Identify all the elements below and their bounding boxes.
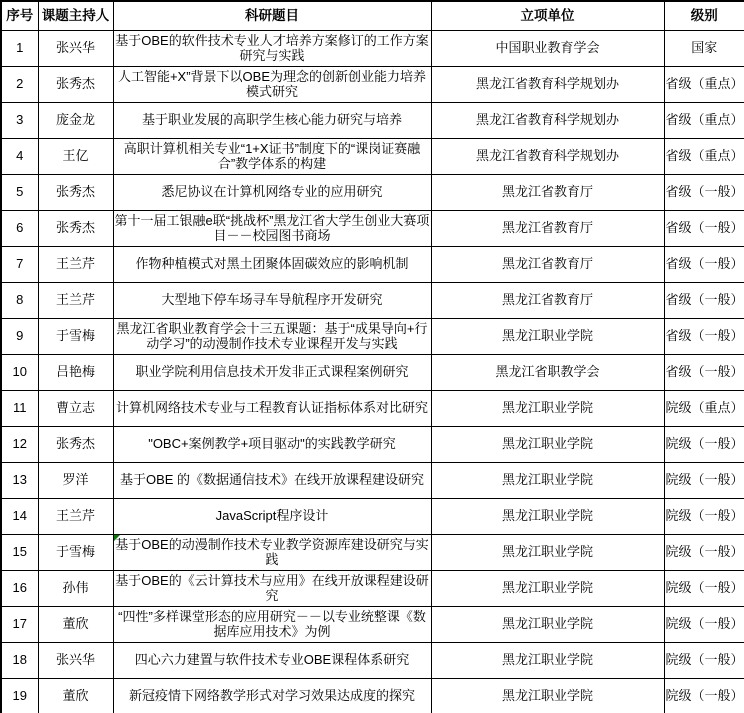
level-cell: 院级（一般） <box>664 462 744 498</box>
topic-cell: 基于OBE的《云计算技术与应用》在线开放课程建设研究 <box>113 570 431 606</box>
leader-cell: 于雪梅 <box>38 534 113 570</box>
row-number-cell: 12 <box>1 426 38 462</box>
table-row <box>1 642 744 678</box>
topic-cell: “四性”多样课堂形态的应用研究－－以专业统整课《数据库应用技术》为例 <box>113 606 431 642</box>
leader-cell: 于雪梅 <box>38 318 113 354</box>
topic-cell: 基于OBE 的《数据通信技术》在线开放课程建设研究 <box>113 462 431 498</box>
unit-cell: 黑龙江省教育厅 <box>431 246 664 282</box>
unit-cell: 黑龙江职业学院 <box>431 318 664 354</box>
level-cell: 院级（一般） <box>664 642 744 678</box>
leader-cell: 孙伟 <box>38 570 113 606</box>
cell-note-marker-icon <box>114 535 120 541</box>
row-number-cell: 15 <box>1 534 38 570</box>
leader-cell: 张兴华 <box>38 642 113 678</box>
unit-cell: 黑龙江省职教学会 <box>431 354 664 390</box>
leader-cell: 董欣 <box>38 606 113 642</box>
row-number-cell: 18 <box>1 642 38 678</box>
level-cell: 院级（一般） <box>664 534 744 570</box>
leader-cell: 张秀杰 <box>38 426 113 462</box>
col-header-topic: 科研题目 <box>113 1 431 30</box>
unit-cell: 黑龙江职业学院 <box>431 426 664 462</box>
level-cell: 省级（重点） <box>664 138 744 174</box>
topic-cell: 基于职业发展的高职学生核心能力研究与培养 <box>113 102 431 138</box>
leader-cell: 王亿 <box>38 138 113 174</box>
table-row <box>1 102 744 138</box>
row-number-cell: 14 <box>1 498 38 534</box>
col-header-leader: 课题主持人 <box>38 1 113 30</box>
topic-cell: JavaScript程序设计 <box>113 498 431 534</box>
row-number-cell: 13 <box>1 462 38 498</box>
table-row <box>1 66 744 102</box>
table-row <box>1 570 744 606</box>
table-row <box>1 174 744 210</box>
leader-cell: 张秀杰 <box>38 174 113 210</box>
row-number-cell: 1 <box>1 30 38 66</box>
topic-cell: 大型地下停车场寻车导航程序开发研究 <box>113 282 431 318</box>
unit-cell: 黑龙江省教育科学规划办 <box>431 102 664 138</box>
leader-cell: 罗洋 <box>38 462 113 498</box>
level-cell: 院级（一般） <box>664 426 744 462</box>
topic-cell: 作物种植模式对黑土团聚体固碳效应的影响机制 <box>113 246 431 282</box>
table-body <box>1 30 744 713</box>
table-row <box>1 426 744 462</box>
table-row <box>1 282 744 318</box>
unit-cell: 黑龙江职业学院 <box>431 462 664 498</box>
unit-cell: 黑龙江职业学院 <box>431 498 664 534</box>
level-cell: 院级（一般） <box>664 498 744 534</box>
table-row <box>1 210 744 246</box>
topic-cell: 职业学院利用信息技术开发非正式课程案例研究 <box>113 354 431 390</box>
unit-cell: 黑龙江省教育厅 <box>431 174 664 210</box>
leader-cell: 王兰芹 <box>38 246 113 282</box>
level-cell: 国家 <box>664 30 744 66</box>
unit-cell: 黑龙江省教育科学规划办 <box>431 138 664 174</box>
level-cell: 省级（一般） <box>664 174 744 210</box>
level-cell: 院级（一般） <box>664 570 744 606</box>
row-number-cell: 19 <box>1 678 38 713</box>
topic-cell: 基于OBE的动漫制作技术专业教学资源库建设研究与实践 <box>113 534 431 570</box>
leader-cell: 张兴华 <box>38 30 113 66</box>
leader-cell: 张秀杰 <box>38 210 113 246</box>
table-row <box>1 246 744 282</box>
topic-cell: 黑龙江省职业教育学会十三五课题：基于“成果导向+行动学习”的动漫制作技术专业课程开发与实践 <box>113 318 431 354</box>
topic-cell: 悉尼协议在计算机网络专业的应用研究 <box>113 174 431 210</box>
leader-cell: 曹立志 <box>38 390 113 426</box>
unit-cell: 黑龙江省教育厅 <box>431 210 664 246</box>
col-header-unit: 立项单位 <box>431 1 664 30</box>
unit-cell: 黑龙江省教育厅 <box>431 282 664 318</box>
leader-cell: 张秀杰 <box>38 66 113 102</box>
table-row <box>1 678 744 713</box>
table-row <box>1 138 744 174</box>
row-number-cell: 2 <box>1 66 38 102</box>
col-header-index: 序号 <box>1 1 38 30</box>
row-number-cell: 7 <box>1 246 38 282</box>
level-cell: 省级（重点） <box>664 102 744 138</box>
topic-cell: 高职计算机相关专业“1+X证书”制度下的“课岗证赛融合”教学体系的构建 <box>113 138 431 174</box>
topic-cell: 新冠疫情下网络教学形式对学习效果达成度的探究 <box>113 678 431 713</box>
leader-cell: 吕艳梅 <box>38 354 113 390</box>
row-number-cell: 9 <box>1 318 38 354</box>
row-number-cell: 16 <box>1 570 38 606</box>
unit-cell: 中国职业教育学会 <box>431 30 664 66</box>
table-row <box>1 390 744 426</box>
unit-cell: 黑龙江职业学院 <box>431 606 664 642</box>
row-number-cell: 5 <box>1 174 38 210</box>
leader-cell: 董欣 <box>38 678 113 713</box>
row-number-cell: 3 <box>1 102 38 138</box>
topic-cell: 人工智能+X”背景下以OBE为理念的创新创业能力培养模式研究 <box>113 66 431 102</box>
table-row <box>1 354 744 390</box>
row-number-cell: 4 <box>1 138 38 174</box>
level-cell: 省级（一般） <box>664 246 744 282</box>
table-row <box>1 606 744 642</box>
leader-cell: 王兰芹 <box>38 282 113 318</box>
unit-cell: 黑龙江职业学院 <box>431 570 664 606</box>
row-number-cell: 6 <box>1 210 38 246</box>
level-cell: 省级（一般） <box>664 282 744 318</box>
table-row <box>1 30 744 66</box>
level-cell: 省级（一般） <box>664 210 744 246</box>
unit-cell: 黑龙江省教育科学规划办 <box>431 66 664 102</box>
row-number-cell: 17 <box>1 606 38 642</box>
topic-cell: 计算机网络技术专业与工程教育认证指标体系对比研究 <box>113 390 431 426</box>
unit-cell: 黑龙江职业学院 <box>431 642 664 678</box>
row-number-cell: 11 <box>1 390 38 426</box>
leader-cell: 庞金龙 <box>38 102 113 138</box>
level-cell: 省级（一般） <box>664 354 744 390</box>
table-row <box>1 318 744 354</box>
level-cell: 省级（重点） <box>664 66 744 102</box>
unit-cell: 黑龙江职业学院 <box>431 678 664 713</box>
level-cell: 省级（一般） <box>664 318 744 354</box>
table-row <box>1 498 744 534</box>
level-cell: 院级（重点） <box>664 390 744 426</box>
unit-cell: 黑龙江职业学院 <box>431 534 664 570</box>
topic-cell: 基于OBE的软件技术专业人才培养方案修订的工作方案研究与实践 <box>113 30 431 66</box>
topic-cell: 第十一届工银融e联“挑战杯”黑龙江省大学生创业大赛项目－－校园图书商场 <box>113 210 431 246</box>
row-number-cell: 8 <box>1 282 38 318</box>
row-number-cell: 10 <box>1 354 38 390</box>
col-header-level: 级别 <box>664 1 744 30</box>
topic-cell: 四心六力建置与软件技术专业OBE课程体系研究 <box>113 642 431 678</box>
level-cell: 院级（一般） <box>664 606 744 642</box>
table-row <box>1 462 744 498</box>
topic-cell: "OBC+案例教学+项目驱动"的实践教学研究 <box>113 426 431 462</box>
table-row <box>1 534 744 570</box>
leader-cell: 王兰芹 <box>38 498 113 534</box>
level-cell: 院级（一般） <box>664 678 744 713</box>
unit-cell: 黑龙江职业学院 <box>431 390 664 426</box>
header-row <box>1 1 744 30</box>
